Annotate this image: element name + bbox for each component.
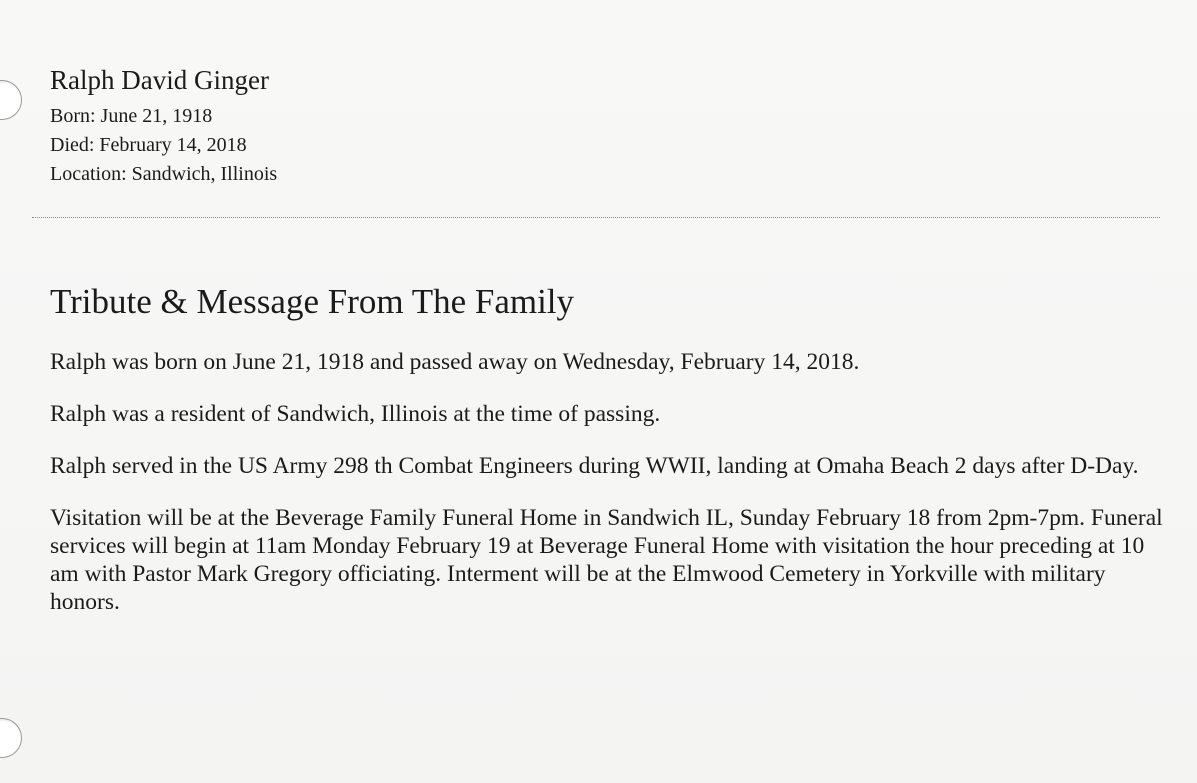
- location: Location: Sandwich, Illinois: [50, 163, 278, 185]
- section-divider: [32, 217, 1160, 218]
- tribute-paragraph-residence: Ralph was a resident of Sandwich, Illinois at the time of passing.: [50, 401, 661, 427]
- tribute-title: Tribute & Message From The Family: [50, 282, 575, 321]
- tribute-paragraph-birth: Ralph was born on June 21, 1918 and passed away on Wednesday, February 14, 2018.: [50, 349, 860, 375]
- punch-hole-top: [0, 80, 22, 120]
- born-date: Born: June 21, 1918: [50, 105, 213, 127]
- tribute-section: [50, 280, 1170, 640]
- tribute-paragraph-service: Ralph served in the US Army 298 th Combat Engineers during WWII, landing at Omaha Beach 2 days after D-Day.: [50, 453, 1139, 479]
- obituary-header: [50, 62, 277, 189]
- punch-hole-bottom: [0, 718, 22, 758]
- deceased-name: Ralph David Ginger: [50, 65, 269, 95]
- tribute-paragraph-visitation: Visitation will be at the Beverage Family Funeral Home in Sandwich IL, Sunday February 18 from 2pm-7pm. Funeral services will begin at 11am Monday February 19 at Beverage Funeral Home with visitation the hour preceding at 10 am with Pastor Mark Gregory officiating. Interment will be at the Elmwood Cemetery in Yorkville with military honors.: [50, 505, 1163, 615]
- died-date: Died: February 14, 2018: [50, 134, 247, 156]
